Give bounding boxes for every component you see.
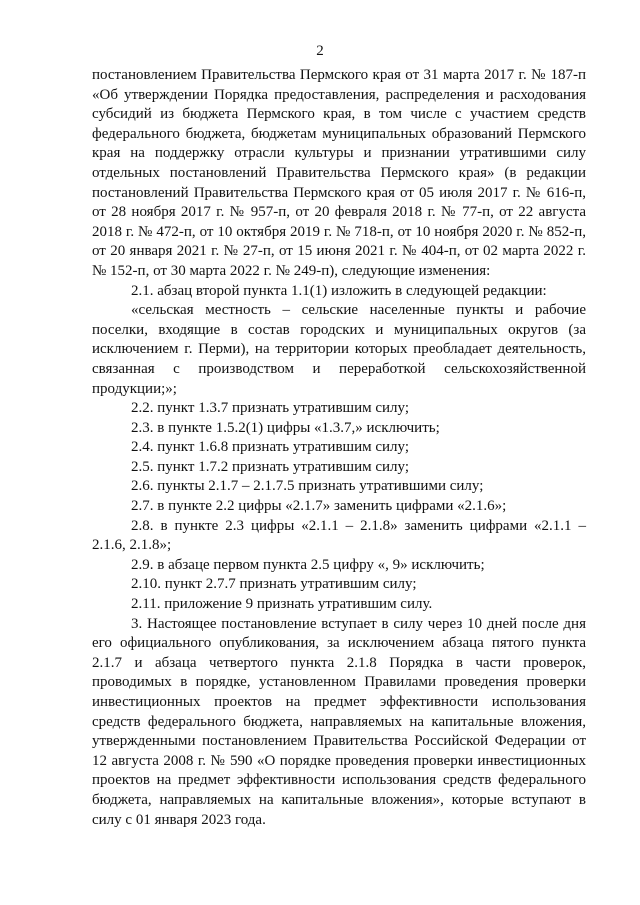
item-2-1-quote: «сельская местность – сельские населенные пункты и рабочие поселки, входящие в состав городских и муниципальных округов (за исключением г. Перми), на территории которых преобладает деятельность, связанная с производством и переработкой сельскохозяйственной продукции;»; — [92, 302, 586, 397]
item-2-8: 2.8. в пункте 2.3 цифры «2.1.1 – 2.1.8» заменить цифрами «2.1.1 – 2.1.6, 2.1.8»; — [92, 517, 586, 554]
item-2-2: 2.2. пункт 1.3.7 признать утратившим силу; — [131, 400, 410, 417]
intro-paragraph: постановлением Правительства Пермского края от 31 марта 2017 г. № 187-п «Об утверждении Порядка предоставления, распределения и расходования субсидий из бюджета Пермского края, в том числе с участием средств федерального бюджета, бюджетам муниципальных образований Пермского края на поддержку отрасли культуры и признании утратившими силу отдельных постановлений Правительства Пермского края» (в редакции постановлений Правительства Пермского края от 05 июля 2017 г. № 616-п, от 28 ноября 2017 г. № 957-п, от 20 февраля 2018 г. № 77-п, от 22 августа 2018 г. № 472-п, от 10 октября 2019 г. № 718-п, от 10 ноября 2020 г. № 852-п, от 20 января 2021 г. № 27-п, от 15 июня 2021 г. № 404-п, от 02 марта 2022 г. № 152-п, от 30 марта 2022 г. № 249-п), следующие изменения: — [92, 67, 586, 279]
item-2-1: 2.1. абзац второй пункта 1.1(1) изложить в следующей редакции: — [131, 282, 547, 299]
item-3: 3. Настоящее постановление вступает в силу через 10 дней после дня его официального опубликования, за исключением абзаца пятого пункта 2.1.7 и абзаца четвертого пункта 2.1.8 Порядка в части проверок, проводимых в порядке, установленном Правилами проведения проверки инвестиционных проектов на предмет эффективности использования средств федерального бюджета, направляемых на капитальные вложения, утвержденными постановлением Правительства Российской Федерации от 12 августа 2008 г. № 590 «О порядке проведения проверки инвестиционных проектов на предмет эффективности использования средств федерального бюджета, направляемых на капитальные вложения», которые вступают в силу с 01 января 2023 года. — [92, 615, 586, 828]
item-2-4: 2.4. пункт 1.6.8 признать утратившим силу; — [131, 439, 410, 456]
page-number: 2 — [316, 43, 324, 59]
item-2-5: 2.5. пункт 1.7.2 признать утратившим силу; — [131, 458, 410, 475]
item-2-10: 2.10. пункт 2.7.7 признать утратившим силу; — [131, 576, 417, 593]
item-2-3: 2.3. в пункте 1.5.2(1) цифры «1.3.7,» исключить; — [131, 419, 440, 436]
item-2-9: 2.9. в абзаце первом пункта 2.5 цифру «, 9» исключить; — [131, 556, 485, 573]
item-2-7: 2.7. в пункте 2.2 цифры «2.1.7» заменить цифрами «2.1.6»; — [131, 498, 507, 515]
document-body — [92, 66, 586, 830]
item-2-11: 2.11. приложение 9 признать утратившим силу. — [131, 596, 433, 613]
item-2-6: 2.6. пункты 2.1.7 – 2.1.7.5 признать утратившими силу; — [131, 478, 484, 495]
